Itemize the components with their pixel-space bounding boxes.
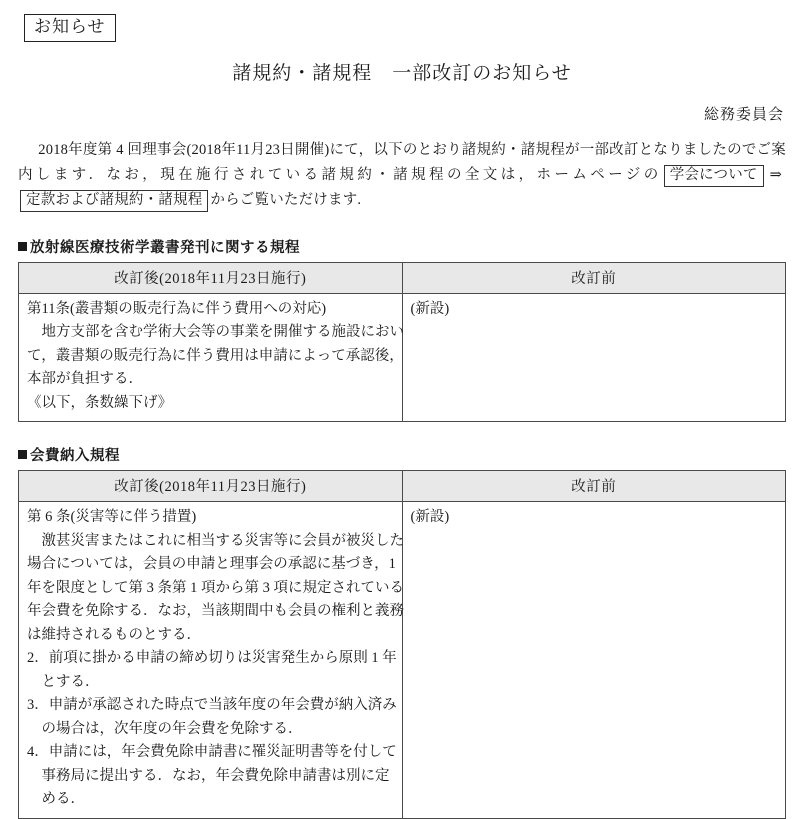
column-header-after-1: 改訂後(2018年11月23日施行): [19, 471, 403, 502]
section-heading-text-0: 放射線医療技術学叢書発刊に関する規程: [30, 239, 300, 256]
table-row: [19, 293, 786, 421]
cell-line: (新設): [410, 509, 450, 526]
bullet-square-icon: [18, 450, 27, 459]
badge-row: [0, 0, 804, 42]
column-header-before-0: 改訂前: [402, 262, 786, 293]
cell-line: 《以下，条数繰下げ》: [27, 394, 173, 411]
intro-paragraph: [18, 138, 786, 214]
column-header-after-0: 改訂後(2018年11月23日施行): [19, 262, 403, 293]
cell-line: 年を限度として第 3 条第 1 項から第 3 項に規定されている: [27, 579, 404, 596]
table-header-row: [19, 262, 786, 293]
intro-line-3: からご覧いただけます.: [210, 192, 362, 209]
page-title: 諸規約・諸規程 一部改訂のお知らせ: [232, 62, 572, 84]
cell-line: 場合については，会員の申請と理事会の承認に基づき，1: [27, 556, 396, 573]
intro-line-2: す．なお，現在施行されている諸規約・諸規程の全文は，ホームページの: [71, 167, 662, 184]
table-row: [19, 502, 786, 818]
cell-line: 本部が負担する．: [27, 371, 143, 388]
cell-line: 激甚災害またはこれに相当する災害等に会員が被災した: [27, 532, 404, 549]
cell-line: て，叢書類の販売行為に伴う費用は申請によって承認後，: [27, 347, 404, 364]
cell-line: 3．申請が承認された時点で当該年度の年会費が納入済み: [27, 697, 397, 714]
cell-line: める．: [27, 791, 85, 808]
issuer-label: 総務委員会: [703, 106, 784, 123]
cell-after-1: [19, 502, 403, 818]
column-header-before-1: 改訂前: [402, 471, 786, 502]
cell-line: 第 6 条(災害等に伴う措置): [27, 509, 197, 526]
arrow-symbol: ⇒: [769, 167, 782, 184]
cell-before-1: [402, 502, 786, 818]
cell-line: 事務局に提出する．なお，年会費免除申請書は別に定: [27, 767, 390, 784]
section-heading-text-1: 会費納入規程: [30, 448, 120, 465]
cell-line: 第11条(叢書類の販売行為に伴う費用への対応): [27, 300, 327, 317]
cell-line: 地方支部を含む学術大会等の事業を開催する施設におい: [27, 324, 404, 341]
cell-line: は維持されるものとする．: [27, 626, 201, 643]
bullet-square-icon: [18, 242, 27, 251]
revision-table-0: [18, 262, 786, 422]
link-articles-and-regulations[interactable]: 定款および諸規約・諸規程: [20, 190, 208, 212]
section-heading-1: [18, 444, 804, 465]
table-header-row: [19, 471, 786, 502]
cell-line: とする．: [27, 673, 100, 690]
cell-line: 4．申請には，年会費免除申請書に罹災証明書等を付して: [27, 744, 397, 761]
cell-line: の場合は，次年度の年会費を免除する．: [27, 720, 303, 737]
intro-line-1: 2018年度第 4 回理事会(2018年11月23日開催)にて，以下のとおり諸規約・諸規程が一部改訂となりましたのでご案内しま: [18, 141, 786, 184]
cell-line: 年会費を免除する．なお，当該期間中も会員の権利と義務: [27, 603, 404, 620]
notice-badge: お知らせ: [24, 14, 116, 42]
cell-line: (新設): [410, 300, 450, 317]
cell-line: 2．前項に掛かる申請の締め切りは災害発生から原則 1 年: [27, 650, 397, 667]
cell-after-0: [19, 293, 403, 421]
revision-table-1: [18, 470, 786, 818]
section-heading-0: [18, 236, 804, 257]
link-about-society[interactable]: 学会について: [664, 165, 764, 187]
cell-before-0: [402, 293, 786, 421]
